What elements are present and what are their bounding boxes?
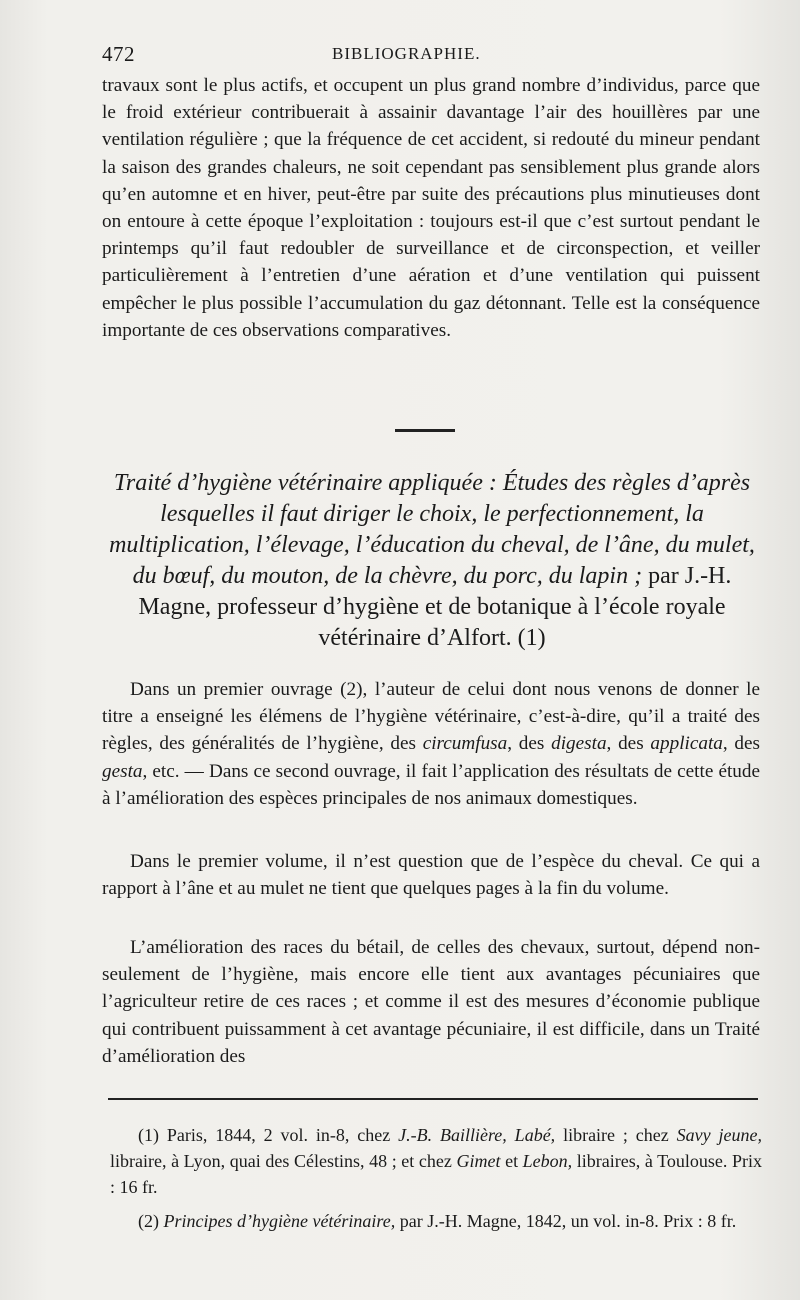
publisher-name: J.-B. Baillière, Labé,: [398, 1125, 556, 1145]
paragraph-continuation: [102, 72, 760, 344]
footnote-1: [110, 1122, 762, 1200]
publisher-name: Lebon,: [522, 1151, 573, 1171]
page-number: 472: [102, 42, 135, 66]
footnote-divider: [108, 1098, 758, 1100]
text-span: libraire, à Lyon, quai des Célestins, 48 ; et chez: [110, 1151, 457, 1171]
book-author: par J.-H. Magne, professeur d’hygiène et de botanique à l’école royale vétérinaire d’Alfort. (1): [138, 563, 732, 651]
paragraph-text: Dans le premier volume, il n’est question que de l’espèce du cheval. Ce qui a rapport à l’âne et au mulet ne tient que quelques pages à la fin du volume.: [102, 851, 760, 900]
running-head: BIBLIOGRAPHIE.: [332, 44, 481, 63]
text-span: , des: [722, 733, 761, 755]
publisher-name: Gimet: [456, 1151, 501, 1171]
text-span: , etc. — Dans ce second ouvrage, il fait l’application des résultats de cette étude à l’amélioration des espèces principales de nos animaux domestiques.: [102, 760, 760, 809]
section-divider: [395, 429, 455, 432]
publisher-name: Savy jeune,: [676, 1125, 762, 1145]
book-title: Traité d’hygiène vétérinaire appliquée : Études des règles d’après lesquelles il faut diriger le choix, le perfectionnement, la multiplication, l’élevage, l’éducation du cheval, de l’âne, du mulet, du bœuf, du mouton, de la chèvre, du porc, du lapin ;: [109, 470, 755, 589]
review-paragraph-1: [102, 676, 760, 812]
paragraph-text: L’amélioration des races du bétail, de celles des chevaux, surtout, dépend non-seulement de l’hygiène, mais encore elle tient aux avantages pécuniaires que l’agriculteur retire de ces races ; et comme il est des mesures d’économie publique qui contribuent puissamment à cet avantage pécuniaire, il est difficile, dans un Traité d’amélioration des: [102, 937, 760, 1067]
text-span: (1) Paris, 1844, 2 vol. in-8, chez: [138, 1125, 399, 1145]
paragraph-text: travaux sont le plus actifs, et occupent un plus grand nombre d’individus, parce que le froid extérieur contribuerait à assainir davantage l’air des houillères par une ventilation régulière ; que la fréquence de cet accident, si redouté du mineur pendant la saison des grandes chaleurs, ne soit cependant pas sensiblement plus grande alors qu’en automne et en hiver, peut-être par suite des précautions plus minutieuses dont on entoure à cette époque l’exploitation : toujours est-il que c’est surtout pendant le printemps qu’il faut redoubler de surveillance et de circonspection, et veiller particulièrement à l’entretien d’une aération et d’une ventilation qui puissent empêcher le plus possible l’accumulation du gaz détonnant. Telle est la conséquence importante de ces observations comparatives.: [102, 75, 760, 341]
latin-term: circumfusa: [422, 733, 508, 755]
text-span: , des: [507, 733, 552, 755]
text-span: et: [500, 1151, 523, 1171]
page-header: [102, 40, 762, 68]
latin-term: applicata: [650, 733, 723, 755]
review-title: [102, 468, 762, 654]
text-span: (2): [138, 1211, 164, 1231]
text-span: Dans un premier ouvrage (2), l’auteur de celui dont nous venons de donner le titre a enseigné les élémens de l’hygiène vétérinaire, c’est-à-dire, qu’il a traité des règles, des généralités de l’hygiène, des: [102, 679, 760, 755]
text-span: , des: [606, 733, 651, 755]
text-span: libraires, à Toulouse. Prix : 16 fr.: [110, 1151, 762, 1197]
review-paragraph-2: [102, 848, 760, 902]
latin-term: digesta: [551, 733, 607, 755]
review-paragraph-3: [102, 934, 760, 1070]
latin-term: gesta: [102, 760, 143, 782]
footnote-2: [110, 1208, 762, 1234]
text-span: par J.-H. Magne, 1842, un vol. in-8. Prix : 8 fr.: [395, 1211, 737, 1231]
cited-title: Principes d’hygiène vétérinaire,: [163, 1211, 396, 1231]
text-span: libraire ; chez: [555, 1125, 677, 1145]
